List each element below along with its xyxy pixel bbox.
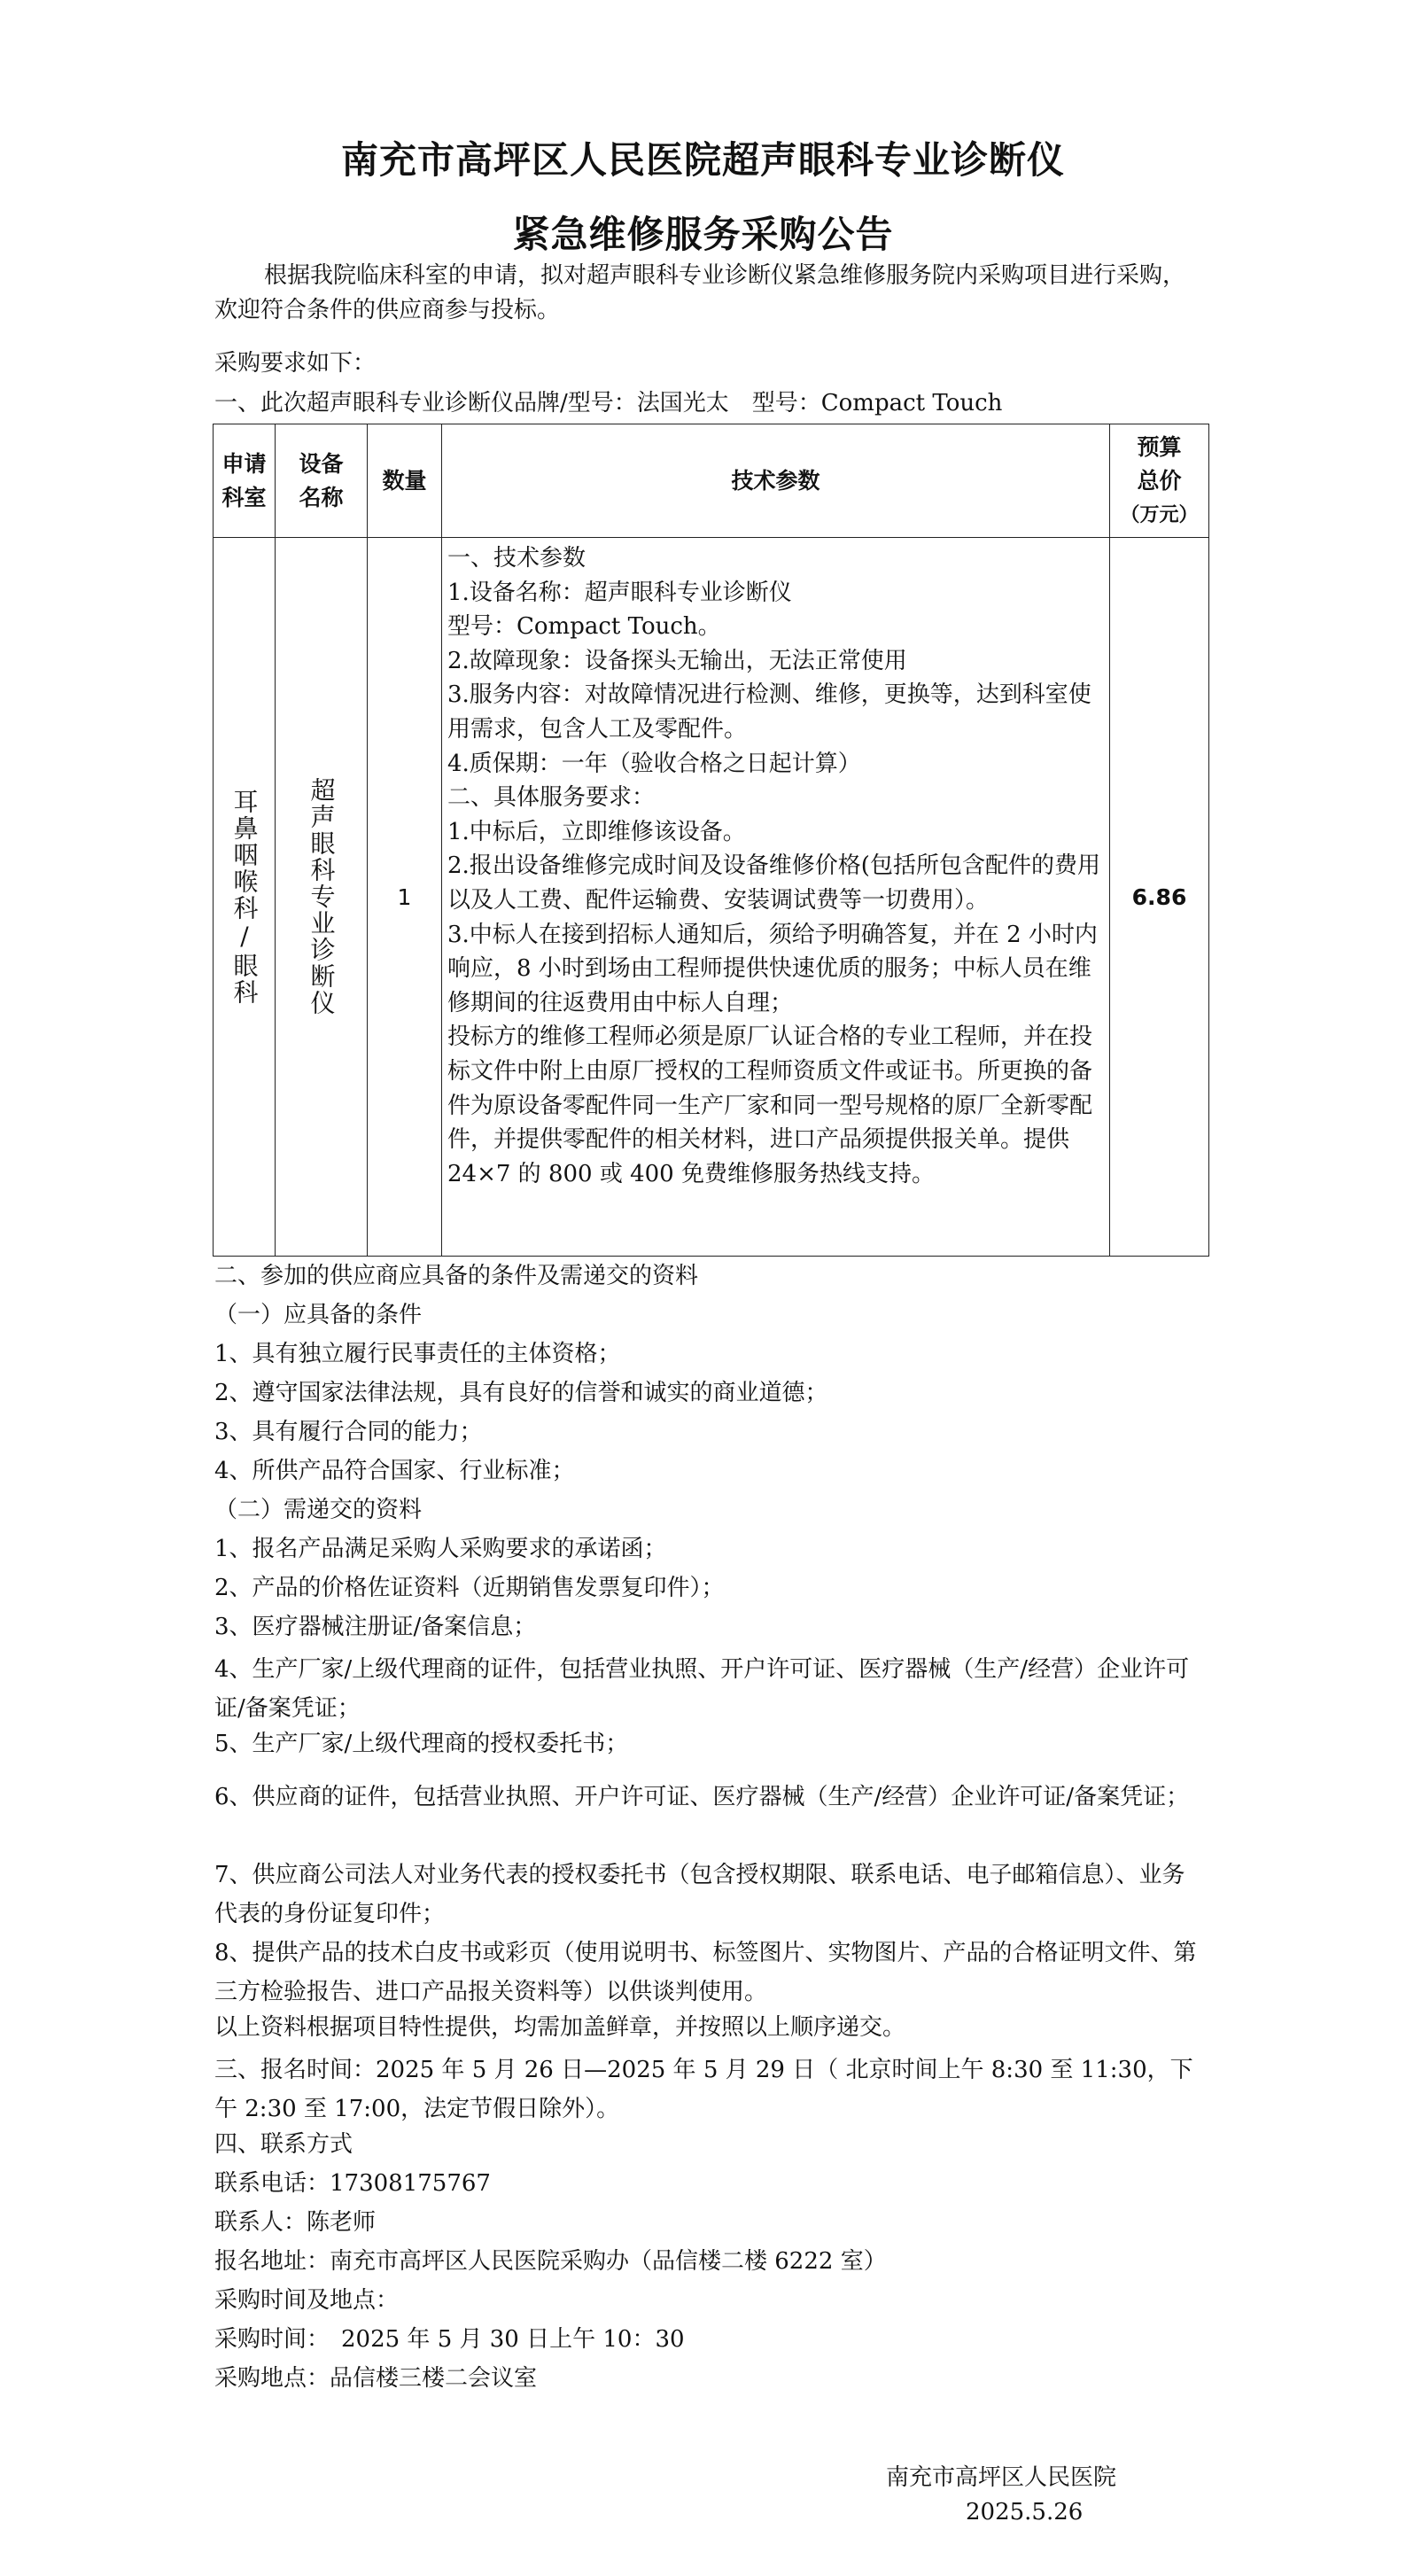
material-item: 2、产品的价格佐证资料（近期销售发票复印件）； bbox=[214, 1575, 725, 1601]
cell-dept bbox=[214, 538, 276, 1257]
section2-heading: 二、参加的供应商应具备的条件及需递交的资料 bbox=[214, 1263, 699, 1289]
param-line: 一、技术参数 bbox=[447, 545, 586, 572]
cell-params bbox=[442, 538, 1110, 1257]
contact-person: 联系人：陈老师 bbox=[214, 2209, 377, 2236]
spec-table bbox=[213, 424, 1209, 1257]
condition-item: 1、具有独立履行民事责任的主体资格； bbox=[214, 1341, 621, 1367]
condition-item: 2、遵守国家法律法规，具有良好的信誉和诚实的商业道德； bbox=[214, 1380, 828, 1406]
header-dept-label: 申请科室 bbox=[221, 450, 267, 510]
table-header-row bbox=[214, 424, 1209, 538]
material-item: 4、生产厂家/上级代理商的证件，包括营业执照、开户许可证、医疗器械（生产/经营）企业许可证/备案凭证； bbox=[214, 1656, 1190, 1722]
section4-heading: 四、联系方式 bbox=[214, 2131, 353, 2158]
header-params: 技术参数 bbox=[442, 424, 1110, 538]
param-line: 型号：Compact Touch。 bbox=[447, 613, 721, 641]
material-item: 5、生产厂家/上级代理商的授权委托书； bbox=[214, 1731, 629, 1757]
signature-org: 南充市高坪区人民医院 bbox=[886, 2464, 1117, 2491]
dept-value: 耳鼻咽喉科/眼科 bbox=[229, 788, 260, 1006]
param-line: 4.质保期：一年（验收合格之日起计算） bbox=[447, 750, 861, 777]
section2-sub2: （二）需递交的资料 bbox=[214, 1497, 423, 1523]
table-row bbox=[214, 538, 1209, 1257]
material-item: 1、报名产品满足采购人采购要求的承诺函； bbox=[214, 1536, 667, 1562]
contact-phone: 联系电话：17308175767 bbox=[214, 2170, 491, 2197]
materials-note: 以上资料根据项目特性提供，均需加盖鲜章，并按照以上顺序递交。 bbox=[214, 2014, 906, 2041]
document-title-line2: 紧急维修服务采购公告 bbox=[512, 213, 894, 256]
device-name-value: 超声眼科专业诊断仪 bbox=[307, 777, 337, 1016]
param-line: 二、具体服务要求： bbox=[447, 784, 656, 812]
header-device bbox=[276, 424, 368, 538]
qty-value: 1 bbox=[368, 538, 442, 1257]
material-item: 3、医疗器械注册证/备案信息； bbox=[214, 1614, 537, 1640]
document-title-line1: 南充市高坪区人民医院超声眼科专业诊断仪 bbox=[340, 138, 1065, 182]
purchase-place: 采购地点：品信楼三楼二会议室 bbox=[214, 2365, 538, 2392]
param-line: 1.中标后，立即维修该设备。 bbox=[447, 818, 746, 845]
section2-sub1: （一）应具备的条件 bbox=[214, 1302, 423, 1328]
header-budget-line3: （万元） bbox=[1120, 502, 1199, 526]
header-device-label: 设备名称 bbox=[299, 450, 344, 510]
intro-paragraph: 根据我院临床科室的申请，拟对超声眼科专业诊断仪紧急维修服务院内采购项目进行采购，欢迎符合条件的供应商参与投标。 bbox=[214, 262, 1186, 323]
cell-device bbox=[276, 538, 368, 1257]
param-line: 3.中标人在接到招标人通知后，须给予明确答复，并在 2 小时内响应，8 小时到场由工程师提供快速优质的服务；中标人员在维修期间的往返费用由中标人自理； bbox=[447, 921, 1098, 1016]
time-place-heading: 采购时间及地点： bbox=[214, 2287, 400, 2314]
requirements-heading: 采购要求如下： bbox=[214, 350, 377, 377]
purchase-time: 采购时间： 2025 年 5 月 30 日上午 10：30 bbox=[214, 2326, 685, 2353]
registration-address: 报名地址：南充市高坪区人民医院采购办（品信楼二楼 6222 室） bbox=[214, 2248, 887, 2275]
condition-item: 3、具有履行合同的能力； bbox=[214, 1419, 483, 1445]
param-line: 3.服务内容：对故障情况进行检测、维修，更换等，达到科室使用需求，包含人工及零配件。 bbox=[447, 681, 1091, 743]
header-budget bbox=[1110, 424, 1209, 538]
condition-item: 4、所供产品符合国家、行业标准； bbox=[214, 1458, 575, 1484]
param-line: 2.报出设备维修完成时间及设备维修价格(包括所包含配件的费用以及人工费、配件运输费、安装调试费等一切费用）。 bbox=[447, 852, 1100, 914]
header-dept bbox=[214, 424, 276, 538]
param-line: 1.设备名称：超声眼科专业诊断仪 bbox=[447, 579, 792, 606]
param-line: 2.故障现象：设备探头无输出，无法正常使用 bbox=[447, 647, 907, 674]
header-budget-line2: 总价 bbox=[1137, 467, 1182, 494]
section1-heading: 一、此次超声眼科专业诊断仪品牌/型号：法国光太 型号：Compact Touch bbox=[214, 390, 1003, 416]
param-line: 投标方的维修工程师必须是原厂认证合格的专业工程师，并在投标文件中附上由原厂授权的工程师资质文件或证书。所更换的备件为原设备零配件同一生产厂家和同一型号规格的原厂全新零配件，并提供零配件的相关材料，进口产品须提供报关单。提供 24×7 的 800 或 400 免费维修服务热线支持。 bbox=[447, 1023, 1093, 1187]
header-budget-line1: 预算 bbox=[1137, 433, 1182, 460]
section3-registration-time: 三、报名时间：2025 年 5 月 26 日—2025 年 5 月 29 日（ 北京时间上午 8:30 至 11:30，下午 2:30 至 17:00，法定节假日除外）。 bbox=[214, 2057, 1193, 2122]
material-item: 7、供应商公司法人对业务代表的授权委托书（包含授权期限、联系电话、电子邮箱信息）、业务代表的身份证复印件； bbox=[214, 1862, 1185, 1927]
material-item: 8、提供产品的技术白皮书或彩页（使用说明书、标签图片、实物图片、产品的合格证明文件、第三方检验报告、进口产品报关资料等）以供谈判使用。 bbox=[214, 1940, 1197, 2005]
material-item: 6、供应商的证件，包括营业执照、开户许可证、医疗器械（生产/经营）企业许可证/备案凭证； bbox=[214, 1784, 1190, 1810]
header-qty: 数量 bbox=[368, 424, 442, 538]
budget-value: 6.86 bbox=[1110, 538, 1209, 1257]
signature-date: 2025.5.26 bbox=[966, 2499, 1084, 2525]
